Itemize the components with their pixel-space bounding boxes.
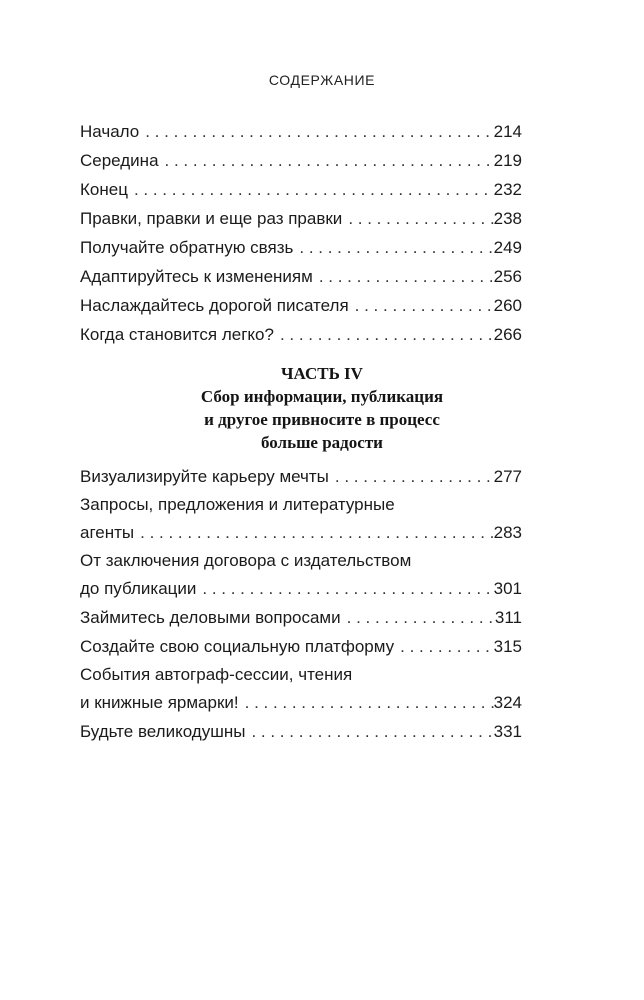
toc-entry-page: 277 [493,467,522,486]
toc-entry-title: Визуализируйте карьеру мечты [80,467,329,486]
toc-entry-title: Создайте свою социальную платформу [80,637,395,656]
toc-entry-title: Середина [80,151,159,170]
toc-entry-last-line [80,518,522,547]
toc-entry-last-line [80,574,522,603]
toc-entry [80,462,522,491]
toc-entry-page: 232 [493,180,522,199]
toc-entry-last-line [80,688,522,717]
toc-entry-page: 256 [493,267,522,286]
dot-leader [293,233,493,262]
part-heading [0,362,644,454]
toc-entry [80,717,522,746]
toc-entry-title-line: Запросы, предложения и литературные [80,495,395,514]
dot-leader [139,117,493,146]
toc-entry-multiline [80,491,522,547]
dot-leader [329,462,494,491]
dot-leader [128,175,494,204]
dot-leader [245,717,493,746]
toc-entry-page: 311 [494,608,522,627]
toc-entry-page: 266 [493,325,522,344]
dot-leader [394,632,494,661]
toc-entry-title: до публикации [80,579,197,598]
part-subtitle-line: Сбор информации, публикация [200,387,444,406]
part-label: ЧАСТЬ IV [281,364,363,383]
toc-entry [80,146,522,175]
toc-entry-title: Правки, правки и еще раз правки [80,209,343,228]
toc-entry-title: агенты [80,523,135,542]
toc-entry [80,320,522,349]
toc-entry-title-line: События автограф-сессии, чтения [80,665,353,684]
dot-leader [239,688,494,717]
toc-list-part-3 [80,117,522,349]
toc-entry-page: 249 [493,238,522,257]
toc-entry-page: 324 [493,693,522,712]
page-header: СОДЕРЖАНИЕ [268,72,376,88]
toc-entry-page: 219 [493,151,522,170]
toc-entry [80,291,522,320]
dot-leader [349,291,494,320]
toc-entry-title: Начало [80,122,140,141]
dot-leader [313,262,494,291]
toc-entry-title: Когда становится легко? [80,325,274,344]
toc-entry-multiline [80,661,522,717]
toc-entry [80,262,522,291]
toc-entry [80,204,522,233]
toc-entry-title: Адаптируйтесь к изменениям [80,267,313,286]
toc-entry [80,632,522,661]
toc-entry-title: Конец [80,180,128,199]
toc-entry-title-line: От заключения договора с издательством [80,551,412,570]
toc-entry [80,603,522,632]
dot-leader [159,146,494,175]
toc-entry-title: Займитесь деловыми вопросами [80,608,341,627]
toc-entry-title: Получайте обратную связь [80,238,294,257]
toc-entry-page: 283 [493,523,522,542]
dot-leader [134,518,493,547]
toc-entry [80,175,522,204]
dot-leader [274,320,494,349]
toc-entry-title: Будьте великодушны [80,722,246,741]
dot-leader [342,204,493,233]
toc-list-part-4 [80,462,522,746]
toc-entry-page: 214 [493,122,522,141]
toc-entry-page: 238 [493,209,522,228]
toc-entry-page: 260 [493,296,522,315]
toc-entry-page: 301 [493,579,522,598]
dot-leader [196,574,493,603]
part-subtitle-line: больше радости [261,433,383,452]
dot-leader [341,603,494,632]
toc-entry-multiline [80,547,522,603]
toc-entry-page: 331 [493,722,522,741]
part-subtitle-line: и другое привносите в процесс [204,410,440,429]
toc-entry-page: 315 [493,637,522,656]
toc-entry [80,117,522,146]
toc-entry-title: Наслаждайтесь дорогой писателя [80,296,349,315]
toc-entry-title: и книжные ярмарки! [80,693,239,712]
toc-entry [80,233,522,262]
